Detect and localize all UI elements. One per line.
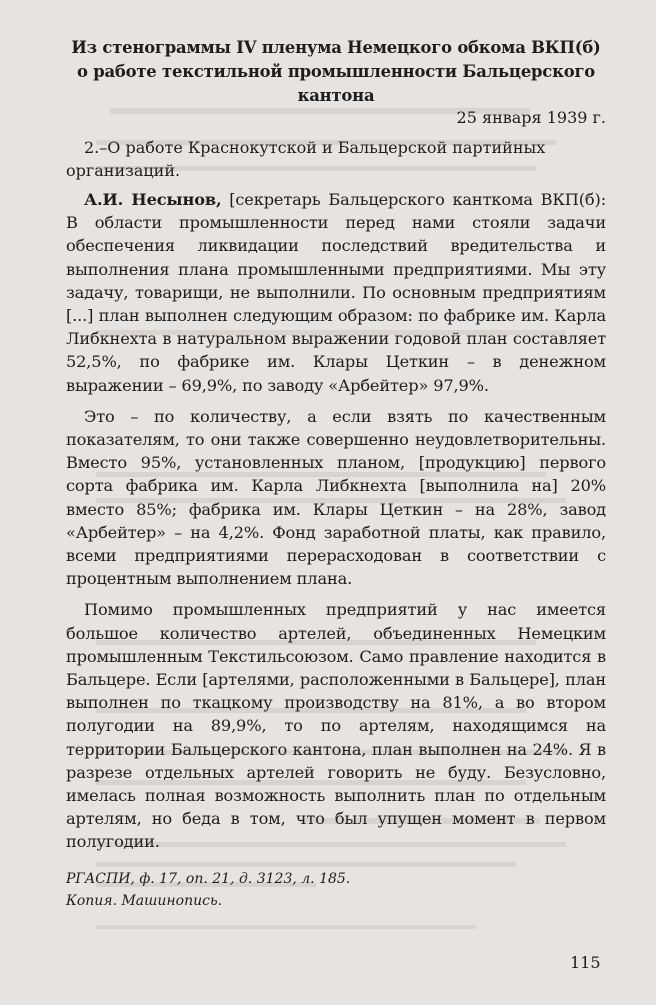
page-number: 115 <box>570 953 601 972</box>
paragraph-1-text: [секретарь Бальцерского канткома ВКП(б): В области промышленности перед нами стояли задачи обеспечения ликвидации последствий вредительства и выполнения плана промышленными предприятиями. Мы эту задачу, товарищи, не выполнили. По основным предприятиям [...] план выполнен следующим образом: по фабрике им. Карла Либкнехта в натуральном выражении годовой план составляет 52,5%, по фабрике им. Клары Цеткин – в денежном выражении – 69,9%, по заводу «Арбейтер» 97,9%. <box>66 190 606 395</box>
document-heading <box>66 36 606 108</box>
archival-source <box>66 868 606 912</box>
speaker-name: А.И. Несынов, <box>84 190 222 209</box>
paragraph-2: Это – по количеству, а если взять по качественным показателям, то они также совершенно неудовлетворительны. Вместо 95%, установленных планом, [продукцию] первого сорта фабрика им. Карла Либкнехта [выполнила на] 20% вместо 85%; фабрика им. Клары Цеткин – на 28%, завод «Арбейтер» – на 4,2%. Фонд заработной платы, как правило, всеми предприятиями перерасходован в соответствии с процентным выполнением плана. <box>66 406 606 589</box>
heading-line-2: о работе текстильной промышленности Бальцерского кантона <box>76 62 596 105</box>
paragraph-1 <box>66 188 606 397</box>
document-date: 25 января 1939 г. <box>456 108 606 127</box>
heading-line-1: Из стенограммы IV пленума Немецкого обкома ВКП(б) <box>71 38 601 57</box>
copy-note: Копия. Машинопись. <box>66 892 223 909</box>
paragraph-3: Помимо промышленных предприятий у нас имеется большое количество артелей, объединенных Немецким промышленным Текстильсоюзом. Само правление находится в Бальцере. Если [артелями, расположенными в Бальцере], план выполнен по ткацкому производству на 81%, а во втором полугодии на 89,9%, то по артелям, находящимся на территории Бальцерского кантона, план выполнен на 24%. Я в разрезе отдельных артелей говорить не буду. Безусловно, имелась полная возможность выполнить план по отдельным артелям, но беда в том, что был упущен момент в первом полугодии. <box>66 600 606 852</box>
document-page <box>66 36 606 912</box>
archive-reference: РГАСПИ, ф. 17, оп. 21, д. 3123, л. 185. <box>66 870 351 887</box>
agenda-item: 2.–О работе Краснокутской и Бальцерской партийных организаций. <box>66 138 546 180</box>
